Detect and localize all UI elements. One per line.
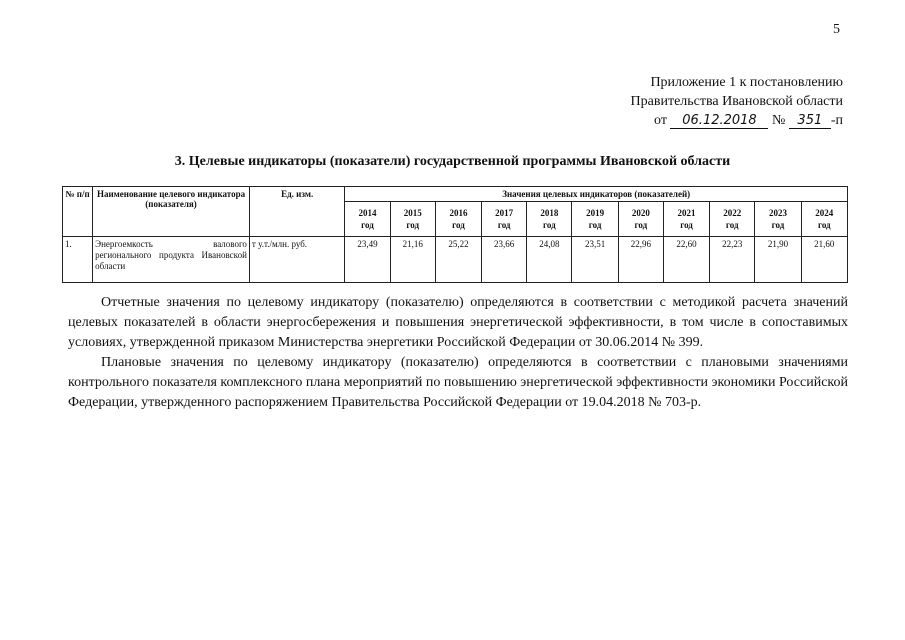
year-suffix: год (406, 220, 420, 230)
year-label: 2020 (631, 208, 650, 218)
year-suffix: год (817, 220, 831, 230)
year-suffix: год (497, 220, 511, 230)
year-header-2018 (527, 202, 572, 237)
row-value: 23,51 (572, 237, 618, 283)
annex-header (631, 73, 843, 130)
year-label: 2014 (358, 208, 377, 218)
header-values: Значения целевых индикаторов (показателей) (345, 187, 848, 202)
handwritten-number: 351 (789, 114, 831, 129)
body-text (68, 293, 848, 413)
year-label: 2017 (495, 208, 514, 218)
year-suffix: год (680, 220, 693, 230)
year-header-2023 (755, 202, 801, 237)
year-header-2014 (345, 202, 390, 237)
annex-line-3 (631, 111, 843, 130)
year-label: 2019 (586, 208, 605, 218)
year-label: 2015 (403, 208, 422, 218)
number-suffix: -п (830, 113, 843, 128)
header-num: № п/п (63, 187, 93, 237)
annex-line-1: Приложение 1 к постановлению (650, 75, 843, 90)
table-body (63, 237, 848, 283)
date-prefix: от (654, 113, 667, 128)
row-value: 23,49 (345, 237, 390, 283)
header-unit: Ед. изм. (249, 187, 344, 237)
indicators-table (62, 186, 848, 283)
paragraph-reporting: Отчетные значения по целевому индикатору (показателю) определяются в соответствии с методикой расчета значений целевых показателей в области энергосбережения и повышения энергетической эффективности, в том числе в сопоставимых условиях, утвержденной приказом Министерства энергетики Российской Федерации от 30.06.2014 № 399. (68, 295, 848, 350)
row-value: 21,60 (801, 237, 847, 283)
row-value: 21,16 (390, 237, 435, 283)
year-label: 2022 (723, 208, 742, 218)
row-value: 25,22 (435, 237, 481, 283)
year-label: 2016 (449, 208, 468, 218)
row-value: 21,90 (755, 237, 801, 283)
row-value: 24,08 (527, 237, 572, 283)
year-suffix: год (588, 220, 602, 230)
year-header-2015 (390, 202, 435, 237)
row-value: 23,66 (482, 237, 527, 283)
year-suffix: год (543, 220, 556, 230)
year-label: 2021 (677, 208, 696, 218)
paragraph-planned: Плановые значения по целевому индикатору (показателю) определяются в соответствии с плановыми значениями контрольного показателя комплексного плана мероприятий по повышению энергетической эффективности экономики Российской Федерации, утвержденного распоряжением Правительства Российской Федерации от 19.04.2018 № 703-р. (68, 355, 848, 410)
section-title: 3. Целевые индикаторы (показатели) государственной программы Ивановской области (174, 154, 731, 169)
year-header-2019 (572, 202, 618, 237)
row-unit: т у.т./млн. руб. (249, 237, 344, 283)
year-header-2022 (710, 202, 755, 237)
year-suffix: год (771, 220, 785, 230)
year-suffix: год (452, 220, 465, 230)
year-header-2024 (801, 202, 847, 237)
row-value: 22,23 (710, 237, 755, 283)
header-name: Наименование целевого индикатора (показателя) (93, 187, 250, 237)
handwritten-date: 06.12.2018 (670, 114, 768, 129)
year-suffix: год (725, 220, 739, 230)
row-value: 22,60 (663, 237, 709, 283)
number-prefix: № (771, 113, 786, 128)
row-name: Энергоемкость валового регионального продукта Ивановской области (93, 237, 250, 283)
year-suffix: год (361, 220, 374, 230)
year-header-2017 (482, 202, 527, 237)
row-value: 22,96 (618, 237, 663, 283)
year-label: 2018 (540, 208, 559, 218)
annex-line-2: Правительства Ивановской области (630, 94, 843, 109)
year-header-2021 (663, 202, 709, 237)
year-header-2020 (618, 202, 663, 237)
year-label: 2024 (815, 208, 834, 218)
year-header-2016 (435, 202, 481, 237)
page-number: 5 (833, 22, 840, 37)
year-label: 2023 (768, 208, 787, 218)
row-num: 1. (63, 237, 93, 283)
year-suffix: год (634, 220, 648, 230)
table-row (63, 237, 848, 283)
